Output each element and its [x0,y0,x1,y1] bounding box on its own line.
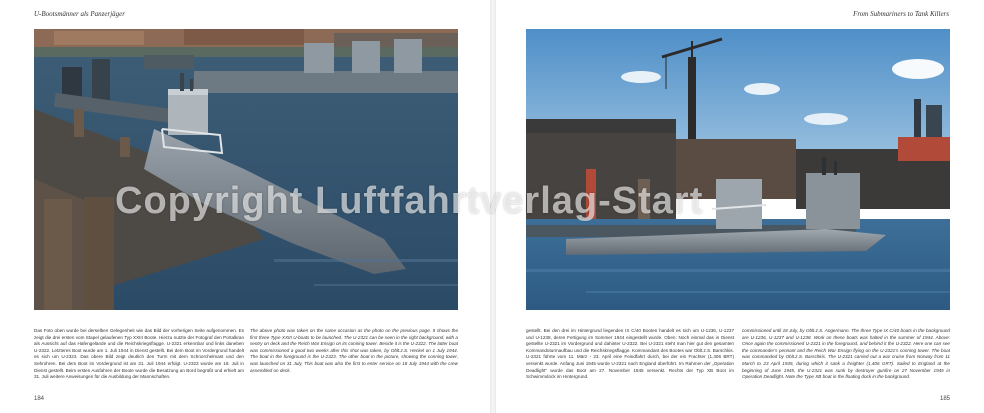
page-number-right: 185 [940,396,951,402]
photo-left-submarines-quay [34,29,458,310]
running-head-left: U-Bootsmänner als Panzerjäger [34,10,125,18]
column-right-german: gestellt. Bei den drei im Hintergrund liegenden IX C/40 Booten handelt es sich um U-1236, U-1237 und U-1238, deren Fertigung im Sommer 1944 eingestellt wurde. Oben: Noch einmal das in Dienst gestellte U-2321 im Vordergrund und dahinter U-2322. Bei U-2321 steht man hier gut den gesamten Kommandoturmaufbau und die Reichskriegsflagge. Kommandant des Bootes war Oblt.z.S. Barschkis. U-2321 führte vom 11. März - 23. April eine Feindfahrt durch, bei der ein Frachter (1.406 BRT) versenkt wurde. Anfang Juni 1945 wurde U-2321 nach England überführt. Im Rahmen der „Operation Deadlight“ wurde das Boot am 27. November 1945 versenkt. Rechts der Typ XB Boot im Schwimmdock im Hintergrund. [526,328,734,380]
photo-right-harbour-crane [526,29,950,310]
photo-right-illustration [526,29,950,310]
copyright-watermark: Copyright Luftfahrtverlag-Start [115,180,704,222]
page-number-left: 184 [34,396,45,402]
running-head-right: From Submariners to Tank Killers [853,10,949,18]
column-left-german: Das Foto oben wurde bei derselben Gelegenheit wie das Bild der vorherigen Seite aufgenommen. Es zeigt die drei ersten vom Stapel gelaufenen Typ XXIII Boote. Hierzu nutzte der Fotograf den Portalkran als Aussicht auf das Hafengelände und die Reichskriegsflagge. U-2321 erkennbar und links daneben U-2322. Letzteres Boot wurde am 1. Juli 1944 in Dienst gestellt. Bei dem Boot im Vordergrund handelt es sich um U-2323. Das obere Bild zeigt deutlich den Turm mit dem Schnorchelmast und den Sehrohren. Bei dem Boot im Vordergrund ist am 31. Juli 1944 erfolgt. U-2323 wurde am 18. Juli in Dienst gestellt. Beim ersten Ausfahren der Boote wurde die Besatzung an Bord begrüßt und erhielt am 31. Juli weitere Anweisungen für die Ausbildung der Mannschaften. [34,328,244,380]
column-right-english: commissioned until 18 July, by Oblt.z.S. Angermann. The three Type IX C/40 boats in the background are U-1236, U-1237 and U-1238. Work on these boats was halted in the summer of 1944. Above: Once again the commissioned U-2321 in the foreground, and behind it the U-2322. Here one can see the commander's pennant and the Reich War Ensign flying on the U-2321's conning tower. The boat was commanded by Oblt.z.S. Barschkis. The U-2321 carried out a war cruise from Norway from 11 March to 23 April 1945, during which it sank a freighter (1,406 GRT). Sailed to England at the beginning of June 1945, the U-2321 was sunk by destroyer gunfire on 27 November 1945 in Operation Deadlight. Note the Type XB boat in the floating dock in the background. [742,328,950,380]
column-left-english: The above photo was taken on the same occasion as the photo on the previous page. It shows the first three Type XXIII U-boats to be launched. The U-2321 can be seen in the right background, with a sentry on deck and the Reich War Ensign on its conning tower. Beside it is the U-2322. The latter boat was commissioned a good two weeks after this shot was taken, by Oblt.z.S. Heckel on 1 July 1944. The boat in the foreground is the U-2323. The other boat in the picture, showing the conning tower, was launched on 31 July. This boat was also the first to enter service on 18 July 1944 with the crew assembled on deck. [250,328,458,373]
photo-left-illustration [34,29,458,310]
